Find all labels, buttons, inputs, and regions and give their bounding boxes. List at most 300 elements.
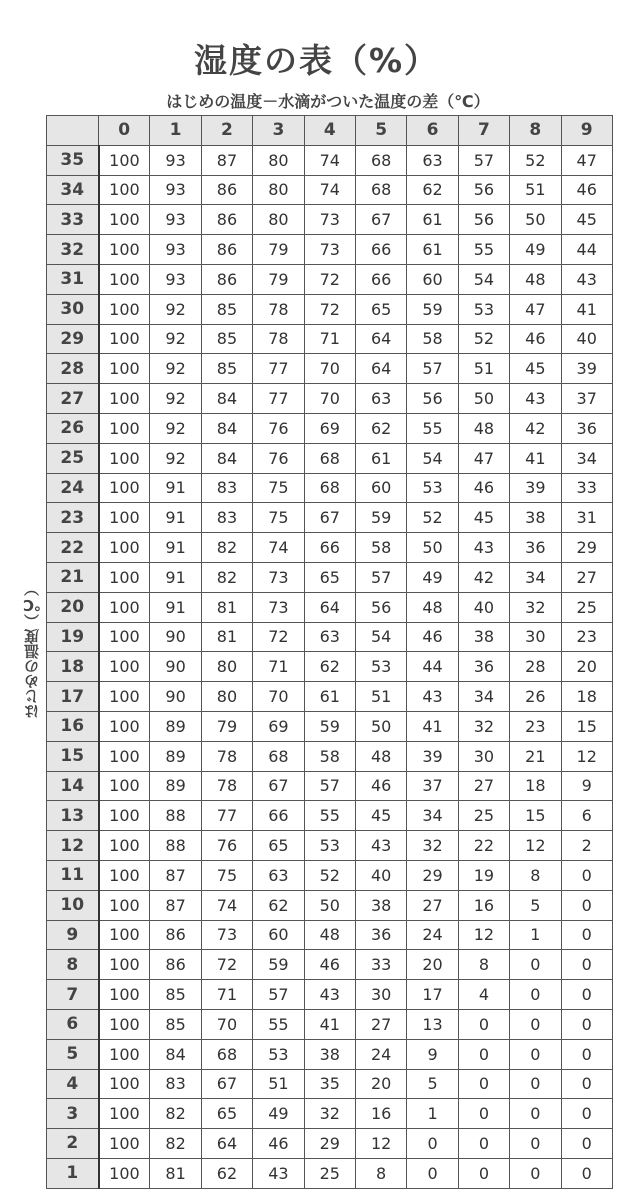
table-row: [47, 384, 613, 414]
humidity-cell: 45: [458, 503, 509, 533]
humidity-cell: 4: [458, 980, 509, 1010]
humidity-cell: 30: [510, 622, 561, 652]
humidity-cell: 71: [201, 980, 252, 1010]
table-row: [47, 235, 613, 265]
humidity-cell: 79: [253, 235, 304, 265]
humidity-cell: 59: [407, 294, 458, 324]
humidity-cell: 92: [150, 384, 201, 414]
humidity-cell: 93: [150, 145, 201, 175]
humidity-cell: 49: [253, 1099, 304, 1129]
humidity-cell: 67: [355, 205, 406, 235]
humidity-cell: 19: [458, 860, 509, 890]
humidity-cell: 48: [510, 264, 561, 294]
humidity-cell: 57: [304, 771, 355, 801]
humidity-cell: 27: [355, 1009, 406, 1039]
humidity-cell: 16: [458, 890, 509, 920]
humidity-cell: 89: [150, 771, 201, 801]
humidity-cell: 0: [458, 1158, 509, 1188]
table-corner-cell: [47, 116, 99, 146]
humidity-cell: 80: [253, 205, 304, 235]
humidity-cell: 100: [99, 324, 150, 354]
humidity-cell: 35: [304, 1069, 355, 1099]
humidity-cell: 51: [253, 1069, 304, 1099]
row-header-temp: 26: [47, 413, 99, 443]
table-row: [47, 562, 613, 592]
humidity-cell: 51: [510, 175, 561, 205]
humidity-cell: 66: [355, 235, 406, 265]
humidity-cell: 51: [458, 354, 509, 384]
humidity-cell: 66: [253, 801, 304, 831]
humidity-cell: 68: [304, 443, 355, 473]
humidity-cell: 65: [201, 1099, 252, 1129]
humidity-cell: 73: [253, 562, 304, 592]
humidity-cell: 40: [458, 592, 509, 622]
humidity-cell: 22: [458, 831, 509, 861]
humidity-cell: 90: [150, 652, 201, 682]
humidity-cell: 23: [561, 622, 612, 652]
humidity-cell: 8: [510, 860, 561, 890]
humidity-cell: 79: [253, 264, 304, 294]
humidity-cell: 0: [510, 1069, 561, 1099]
humidity-cell: 39: [510, 473, 561, 503]
humidity-cell: 72: [304, 264, 355, 294]
humidity-cell: 100: [99, 264, 150, 294]
table-row: [47, 443, 613, 473]
humidity-cell: 85: [201, 294, 252, 324]
humidity-cell: 92: [150, 413, 201, 443]
table-body: [47, 145, 613, 1188]
humidity-cell: 62: [201, 1158, 252, 1188]
humidity-cell: 100: [99, 1129, 150, 1159]
humidity-cell: 91: [150, 533, 201, 563]
humidity-cell: 34: [407, 801, 458, 831]
humidity-cell: 93: [150, 235, 201, 265]
humidity-cell: 100: [99, 533, 150, 563]
table-row: [47, 473, 613, 503]
humidity-cell: 74: [304, 175, 355, 205]
humidity-cell: 32: [510, 592, 561, 622]
humidity-cell: 82: [150, 1129, 201, 1159]
column-header-5: 5: [355, 116, 406, 146]
humidity-cell: 52: [304, 860, 355, 890]
humidity-cell: 17: [407, 980, 458, 1010]
humidity-cell: 38: [304, 1039, 355, 1069]
humidity-cell: 100: [99, 294, 150, 324]
column-header-1: 1: [150, 116, 201, 146]
humidity-cell: 48: [304, 920, 355, 950]
humidity-cell: 78: [201, 771, 252, 801]
humidity-cell: 86: [201, 235, 252, 265]
humidity-cell: 9: [407, 1039, 458, 1069]
humidity-cell: 58: [304, 741, 355, 771]
humidity-cell: 100: [99, 771, 150, 801]
humidity-cell: 60: [407, 264, 458, 294]
humidity-cell: 85: [150, 980, 201, 1010]
humidity-cell: 81: [201, 622, 252, 652]
humidity-cell: 52: [407, 503, 458, 533]
humidity-cell: 71: [304, 324, 355, 354]
humidity-cell: 70: [304, 354, 355, 384]
humidity-cell: 78: [253, 324, 304, 354]
humidity-cell: 65: [355, 294, 406, 324]
humidity-cell: 56: [355, 592, 406, 622]
row-header-temp: 5: [47, 1039, 99, 1069]
humidity-cell: 46: [510, 324, 561, 354]
humidity-cell: 72: [201, 950, 252, 980]
column-header-9: 9: [561, 116, 612, 146]
humidity-cell: 100: [99, 1039, 150, 1069]
humidity-cell: 63: [355, 384, 406, 414]
humidity-cell: 41: [510, 443, 561, 473]
row-header-temp: 28: [47, 354, 99, 384]
humidity-cell: 0: [561, 950, 612, 980]
humidity-cell: 48: [458, 413, 509, 443]
humidity-cell: 61: [355, 443, 406, 473]
humidity-cell: 5: [407, 1069, 458, 1099]
table-row: [47, 801, 613, 831]
humidity-cell: 53: [253, 1039, 304, 1069]
row-header-temp: 16: [47, 711, 99, 741]
humidity-cell: 36: [510, 533, 561, 563]
humidity-cell: 91: [150, 473, 201, 503]
humidity-cell: 73: [201, 920, 252, 950]
humidity-cell: 40: [355, 860, 406, 890]
humidity-cell: 87: [201, 145, 252, 175]
humidity-cell: 57: [458, 145, 509, 175]
row-header-temp: 27: [47, 384, 99, 414]
humidity-cell: 32: [304, 1099, 355, 1129]
humidity-cell: 70: [253, 682, 304, 712]
humidity-cell: 100: [99, 473, 150, 503]
humidity-cell: 1: [510, 920, 561, 950]
humidity-cell: 47: [510, 294, 561, 324]
humidity-cell: 20: [355, 1069, 406, 1099]
humidity-cell: 28: [510, 652, 561, 682]
humidity-cell: 75: [201, 860, 252, 890]
row-header-temp: 32: [47, 235, 99, 265]
humidity-cell: 0: [407, 1158, 458, 1188]
row-header-temp: 31: [47, 264, 99, 294]
humidity-cell: 100: [99, 562, 150, 592]
humidity-cell: 59: [355, 503, 406, 533]
table-row: [47, 413, 613, 443]
row-header-temp: 3: [47, 1099, 99, 1129]
humidity-cell: 0: [458, 1009, 509, 1039]
humidity-cell: 30: [458, 741, 509, 771]
humidity-cell: 29: [561, 533, 612, 563]
humidity-cell: 49: [407, 562, 458, 592]
humidity-cell: 0: [510, 980, 561, 1010]
table-row: [47, 831, 613, 861]
column-header-7: 7: [458, 116, 509, 146]
humidity-cell: 89: [150, 741, 201, 771]
humidity-cell: 44: [561, 235, 612, 265]
humidity-cell: 53: [304, 831, 355, 861]
humidity-cell: 58: [355, 533, 406, 563]
humidity-cell: 36: [458, 652, 509, 682]
table-row: [47, 1099, 613, 1129]
humidity-cell: 91: [150, 562, 201, 592]
humidity-cell: 92: [150, 294, 201, 324]
row-axis-label: はじめの温度（℃）: [23, 581, 41, 719]
table-row: [47, 741, 613, 771]
humidity-cell: 52: [458, 324, 509, 354]
row-header-temp: 20: [47, 592, 99, 622]
humidity-cell: 13: [407, 1009, 458, 1039]
humidity-cell: 69: [253, 711, 304, 741]
column-header-3: 3: [253, 116, 304, 146]
humidity-cell: 80: [253, 145, 304, 175]
humidity-cell: 0: [458, 1069, 509, 1099]
table-row: [47, 622, 613, 652]
column-header-6: 6: [407, 116, 458, 146]
humidity-cell: 80: [201, 652, 252, 682]
humidity-cell: 82: [150, 1099, 201, 1129]
humidity-cell: 66: [355, 264, 406, 294]
humidity-cell: 53: [355, 652, 406, 682]
table-row: [47, 264, 613, 294]
humidity-cell: 73: [253, 592, 304, 622]
humidity-cell: 85: [150, 1009, 201, 1039]
table-row: [47, 682, 613, 712]
humidity-cell: 70: [201, 1009, 252, 1039]
table-row: [47, 771, 613, 801]
humidity-cell: 64: [304, 592, 355, 622]
humidity-cell: 61: [304, 682, 355, 712]
humidity-cell: 15: [510, 801, 561, 831]
humidity-cell: 59: [304, 711, 355, 741]
humidity-cell: 0: [561, 920, 612, 950]
row-header-temp: 18: [47, 652, 99, 682]
humidity-cell: 16: [355, 1099, 406, 1129]
humidity-cell: 65: [253, 831, 304, 861]
table-row: [47, 324, 613, 354]
humidity-cell: 100: [99, 801, 150, 831]
table-row: [47, 890, 613, 920]
humidity-cell: 73: [304, 205, 355, 235]
humidity-cell: 31: [561, 503, 612, 533]
humidity-cell: 92: [150, 354, 201, 384]
humidity-cell: 61: [407, 205, 458, 235]
row-header-temp: 11: [47, 860, 99, 890]
humidity-cell: 45: [355, 801, 406, 831]
humidity-cell: 100: [99, 741, 150, 771]
humidity-cell: 39: [561, 354, 612, 384]
humidity-cell: 100: [99, 205, 150, 235]
humidity-cell: 46: [253, 1129, 304, 1159]
humidity-cell: 100: [99, 920, 150, 950]
row-header-temp: 14: [47, 771, 99, 801]
row-header-temp: 9: [47, 920, 99, 950]
humidity-cell: 55: [407, 413, 458, 443]
humidity-cell: 48: [407, 592, 458, 622]
humidity-cell: 0: [561, 1009, 612, 1039]
humidity-cell: 67: [201, 1069, 252, 1099]
humidity-cell: 90: [150, 622, 201, 652]
row-header-temp: 10: [47, 890, 99, 920]
humidity-cell: 79: [201, 711, 252, 741]
humidity-cell: 100: [99, 682, 150, 712]
humidity-cell: 76: [201, 831, 252, 861]
humidity-cell: 75: [253, 503, 304, 533]
humidity-cell: 0: [458, 1039, 509, 1069]
row-header-temp: 33: [47, 205, 99, 235]
humidity-cell: 73: [304, 235, 355, 265]
humidity-cell: 100: [99, 831, 150, 861]
row-header-temp: 4: [47, 1069, 99, 1099]
humidity-cell: 74: [201, 890, 252, 920]
humidity-cell: 43: [407, 682, 458, 712]
humidity-cell: 43: [458, 533, 509, 563]
row-header-temp: 25: [47, 443, 99, 473]
humidity-cell: 0: [510, 1158, 561, 1188]
row-header-temp: 29: [47, 324, 99, 354]
humidity-cell: 70: [304, 384, 355, 414]
humidity-cell: 72: [253, 622, 304, 652]
humidity-cell: 15: [561, 711, 612, 741]
humidity-cell: 46: [355, 771, 406, 801]
humidity-cell: 0: [561, 890, 612, 920]
humidity-cell: 33: [561, 473, 612, 503]
humidity-cell: 47: [561, 145, 612, 175]
humidity-cell: 38: [458, 622, 509, 652]
humidity-cell: 62: [407, 175, 458, 205]
humidity-cell: 68: [304, 473, 355, 503]
humidity-cell: 92: [150, 443, 201, 473]
humidity-cell: 43: [561, 264, 612, 294]
humidity-cell: 77: [253, 354, 304, 384]
column-header-8: 8: [510, 116, 561, 146]
humidity-cell: 25: [458, 801, 509, 831]
humidity-cell: 100: [99, 652, 150, 682]
humidity-cell: 82: [201, 533, 252, 563]
humidity-cell: 55: [304, 801, 355, 831]
humidity-cell: 55: [253, 1009, 304, 1039]
humidity-cell: 64: [201, 1129, 252, 1159]
table-row: [47, 205, 613, 235]
row-header-temp: 12: [47, 831, 99, 861]
humidity-cell: 86: [150, 920, 201, 950]
humidity-cell: 84: [201, 413, 252, 443]
humidity-cell: 36: [561, 413, 612, 443]
humidity-cell: 60: [253, 920, 304, 950]
humidity-cell: 57: [355, 562, 406, 592]
humidity-cell: 9: [561, 771, 612, 801]
humidity-cell: 50: [458, 384, 509, 414]
humidity-cell: 53: [458, 294, 509, 324]
table-row: [47, 652, 613, 682]
row-header-temp: 22: [47, 533, 99, 563]
table-row: [47, 175, 613, 205]
humidity-cell: 6: [561, 801, 612, 831]
humidity-cell: 63: [304, 622, 355, 652]
humidity-cell: 77: [201, 801, 252, 831]
humidity-cell: 85: [201, 324, 252, 354]
humidity-cell: 25: [561, 592, 612, 622]
table-row: [47, 1129, 613, 1159]
humidity-cell: 0: [561, 1129, 612, 1159]
table-row: [47, 1039, 613, 1069]
humidity-cell: 0: [561, 860, 612, 890]
table-row: [47, 533, 613, 563]
humidity-cell: 86: [201, 264, 252, 294]
page-title: 湿度の表（%）: [193, 41, 440, 80]
table-row: [47, 1009, 613, 1039]
humidity-cell: 87: [150, 890, 201, 920]
humidity-cell: 100: [99, 145, 150, 175]
humidity-cell: 63: [407, 145, 458, 175]
humidity-cell: 50: [407, 533, 458, 563]
humidity-cell: 100: [99, 384, 150, 414]
humidity-cell: 100: [99, 235, 150, 265]
humidity-cell: 100: [99, 1158, 150, 1188]
humidity-cell: 76: [253, 443, 304, 473]
humidity-cell: 64: [355, 324, 406, 354]
humidity-cell: 56: [458, 205, 509, 235]
humidity-cell: 18: [561, 682, 612, 712]
humidity-cell: 90: [150, 682, 201, 712]
humidity-cell: 0: [510, 1009, 561, 1039]
humidity-cell: 100: [99, 1069, 150, 1099]
humidity-cell: 86: [201, 205, 252, 235]
humidity-cell: 84: [201, 443, 252, 473]
humidity-cell: 45: [510, 354, 561, 384]
humidity-cell: 39: [407, 741, 458, 771]
row-header-temp: 13: [47, 801, 99, 831]
humidity-cell: 56: [407, 384, 458, 414]
humidity-cell: 84: [150, 1039, 201, 1069]
humidity-cell: 69: [304, 413, 355, 443]
humidity-cell: 54: [355, 622, 406, 652]
humidity-cell: 93: [150, 205, 201, 235]
table-row: [47, 503, 613, 533]
humidity-cell: 0: [510, 1129, 561, 1159]
humidity-cell: 42: [510, 413, 561, 443]
humidity-cell: 75: [253, 473, 304, 503]
row-header-temp: 23: [47, 503, 99, 533]
humidity-cell: 0: [561, 1069, 612, 1099]
humidity-cell: 20: [407, 950, 458, 980]
humidity-cell: 12: [510, 831, 561, 861]
humidity-cell: 53: [407, 473, 458, 503]
humidity-cell: 43: [253, 1158, 304, 1188]
humidity-cell: 64: [355, 354, 406, 384]
humidity-cell: 62: [304, 652, 355, 682]
humidity-cell: 34: [561, 443, 612, 473]
humidity-cell: 65: [304, 562, 355, 592]
humidity-cell: 46: [458, 473, 509, 503]
row-header-temp: 2: [47, 1129, 99, 1159]
table-row: [47, 950, 613, 980]
humidity-cell: 32: [458, 711, 509, 741]
humidity-cell: 43: [510, 384, 561, 414]
humidity-cell: 38: [355, 890, 406, 920]
humidity-cell: 86: [150, 950, 201, 980]
humidity-cell: 21: [510, 741, 561, 771]
humidity-cell: 100: [99, 860, 150, 890]
humidity-cell: 55: [458, 235, 509, 265]
row-header-temp: 1: [47, 1158, 99, 1188]
row-header-temp: 19: [47, 622, 99, 652]
humidity-cell: 27: [458, 771, 509, 801]
humidity-cell: 46: [407, 622, 458, 652]
humidity-cell: 41: [304, 1009, 355, 1039]
row-header-temp: 7: [47, 980, 99, 1010]
humidity-cell: 80: [201, 682, 252, 712]
row-header-temp: 6: [47, 1009, 99, 1039]
humidity-cell: 100: [99, 503, 150, 533]
humidity-cell: 12: [561, 741, 612, 771]
